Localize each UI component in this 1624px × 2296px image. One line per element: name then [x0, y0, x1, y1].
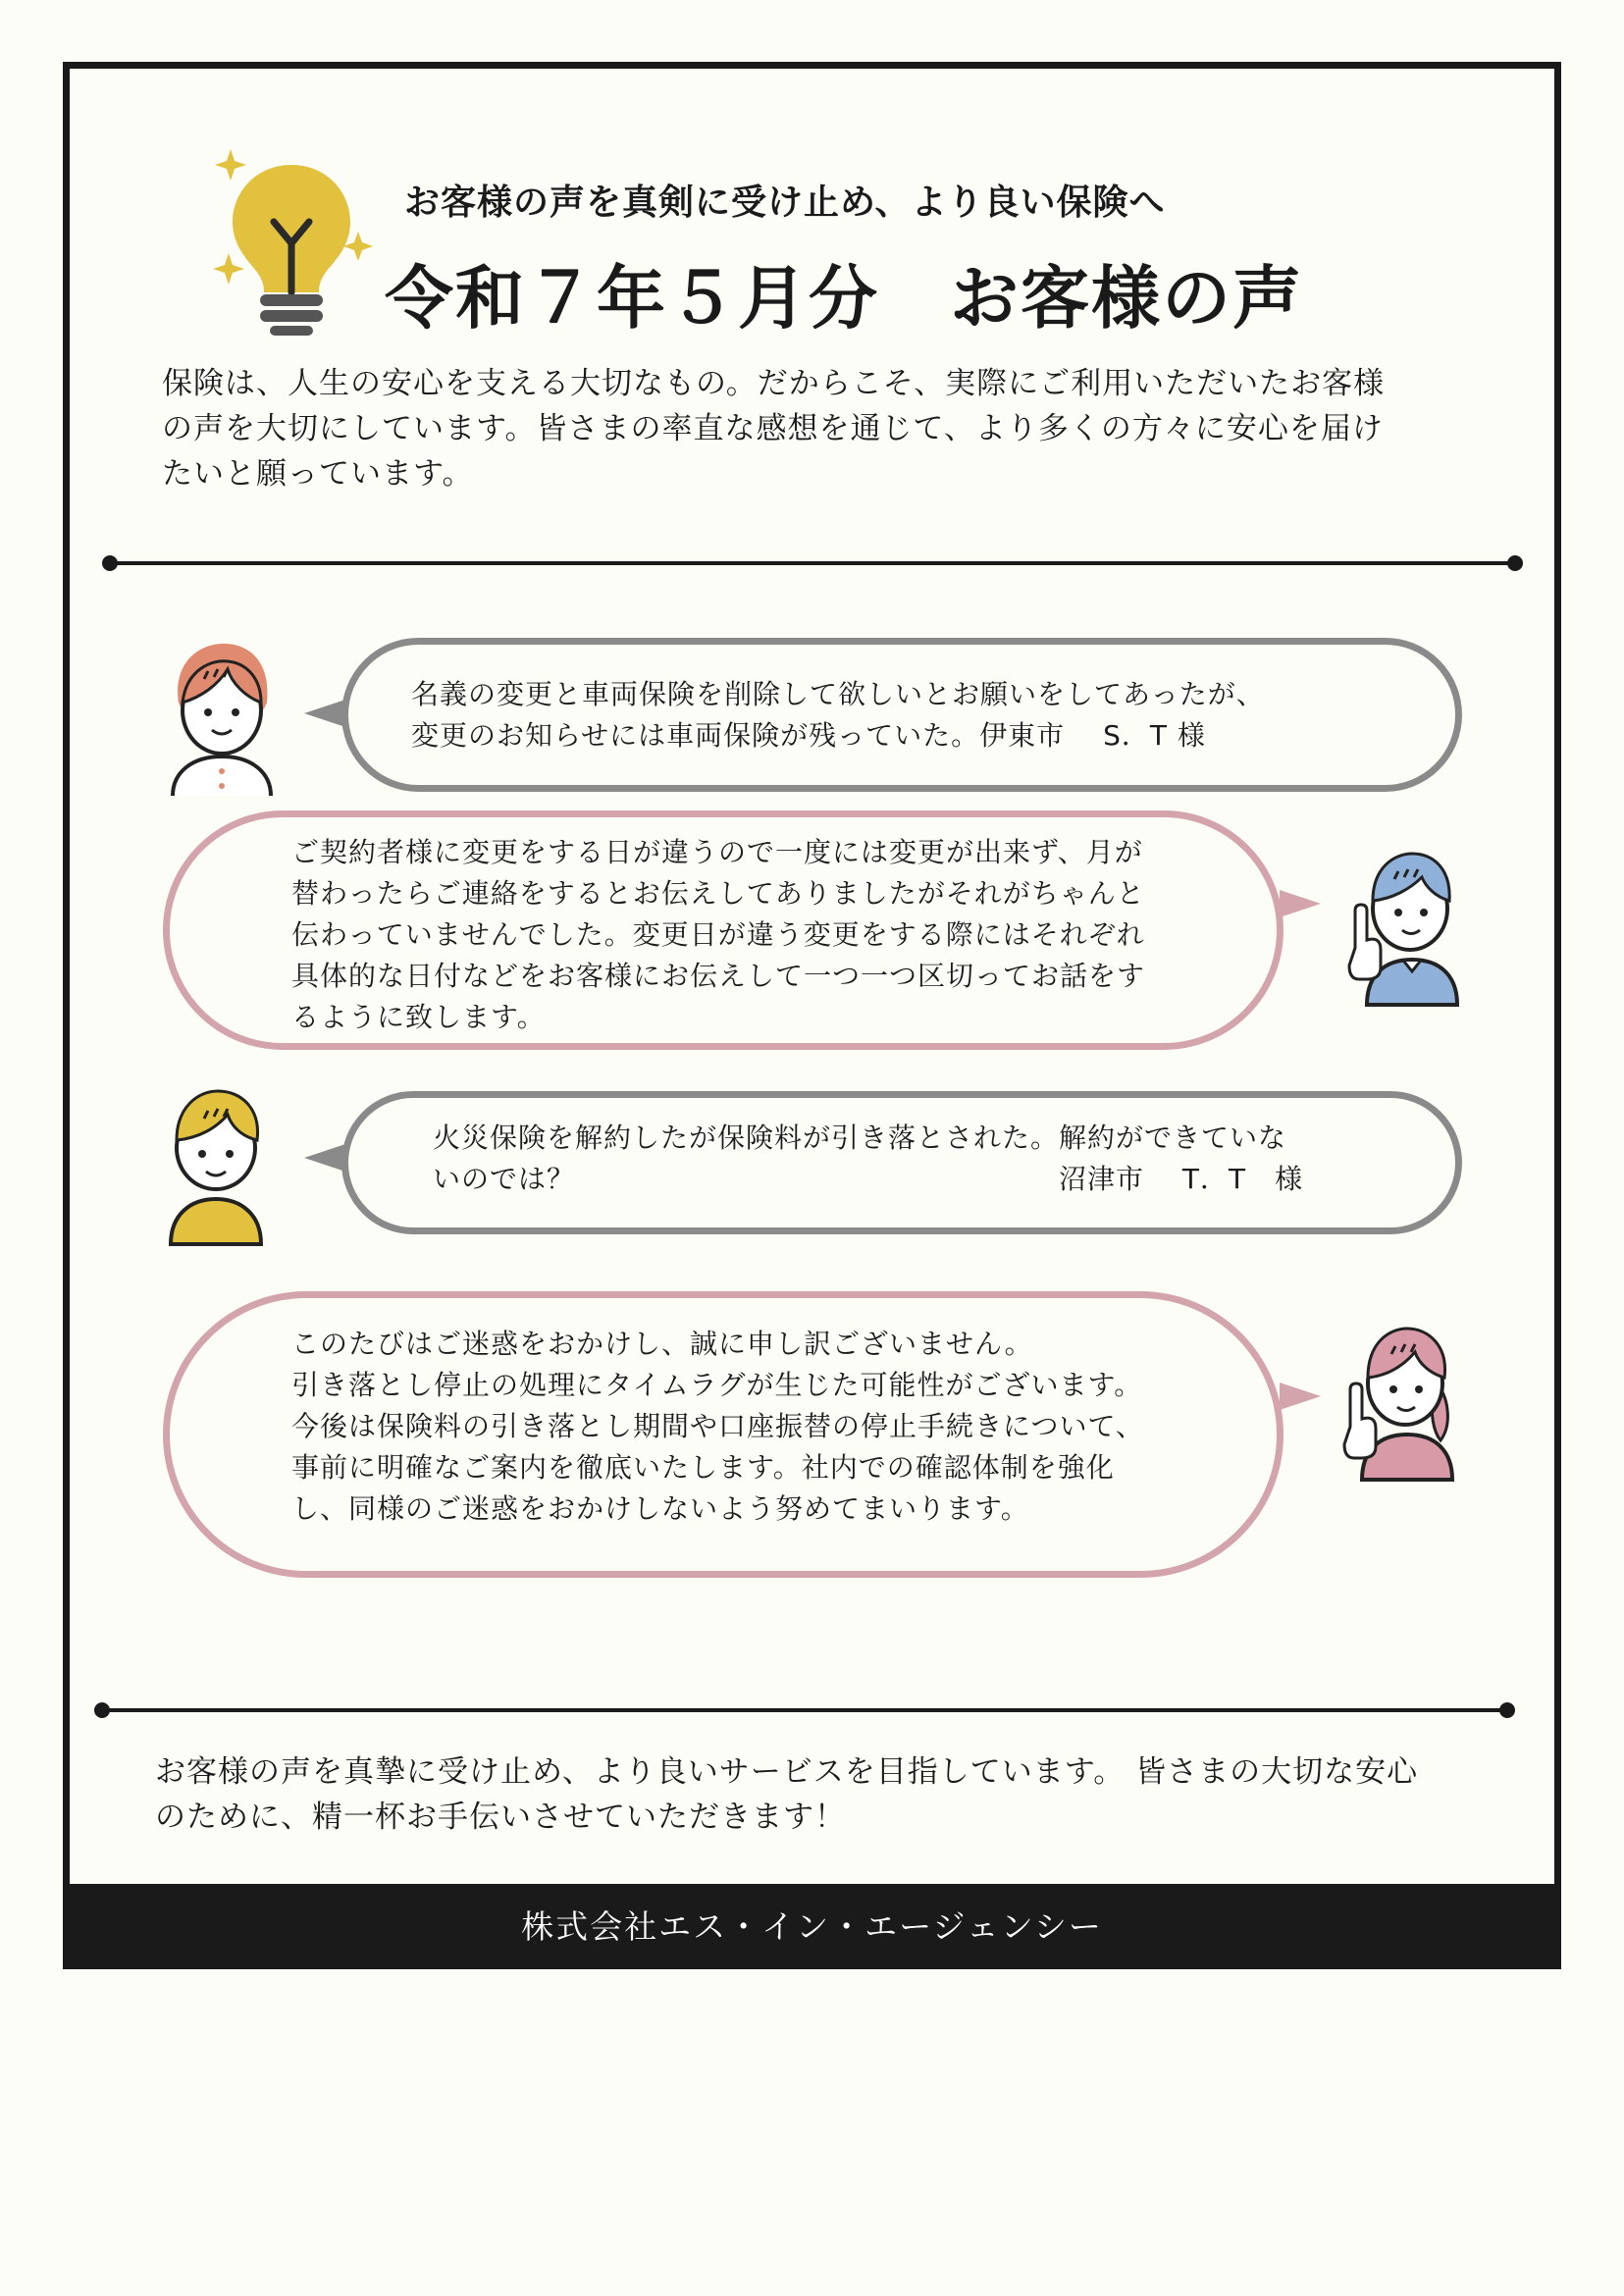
customer-voice-bubble	[341, 638, 1462, 792]
page-subtitle: お客様の声を真剣に受け止め、より良い保険へ	[404, 183, 1166, 223]
closing-line: お客様の声を真摯に受け止め、より良いサービスを目指しています。 皆さまの大切な安心	[155, 1754, 1419, 1790]
intro-line: 保険は、人生の安心を支える大切なもの。だからこそ、実際にご利用いただいたお客様	[162, 366, 1386, 401]
reply-bubble	[163, 1291, 1283, 1578]
section-divider	[102, 1708, 1507, 1712]
voice-line: るように致します。	[291, 1001, 546, 1033]
intro-paragraph	[162, 361, 1477, 496]
staff-avatar-pink	[1335, 1315, 1462, 1482]
voice-line: 火災保険を解約したが保険料が引き落とされた。解約ができていな	[433, 1122, 1287, 1154]
speech-tail	[1280, 890, 1321, 917]
voice-line: ご契約者様に変更をする日が違うので一度には変更が出来ず、月が	[291, 836, 1143, 868]
speech-tail	[1280, 1383, 1321, 1410]
voice-line: 替わったらご連絡をするとお伝えしてありましたがそれがちゃんと	[291, 877, 1145, 910]
lightbulb-icon	[201, 137, 378, 339]
customer-voice-bubble	[341, 1091, 1462, 1234]
voice-line: 具体的な日付などをお客様にお伝えして一つ一つ区切ってお話をす	[291, 960, 1146, 992]
section-divider	[110, 561, 1515, 565]
customer-avatar-yellow	[157, 1079, 285, 1246]
company-name-banner: 株式会社エス・イン・エージェンシー	[63, 1884, 1561, 1969]
reply-bubble	[163, 810, 1283, 1050]
voice-line: 変更のお知らせには車両保険が残っていた。伊東市 S．T 様	[411, 719, 1206, 752]
voice-line: いのでは？ 沼津市 T．T 様	[433, 1163, 1304, 1195]
speech-tail	[304, 1144, 345, 1172]
intro-line: の声を大切にしています。皆さまの率直な感想を通じて、より多くの方々に安心を届け	[162, 411, 1384, 446]
speech-tail	[304, 700, 345, 727]
customer-avatar-orange	[157, 634, 285, 801]
intro-line: たいと願っています。	[162, 456, 474, 492]
page-title: 令和７年５月分 お客様の声	[385, 258, 1303, 339]
voice-line: 今後は保険料の引き落とし期間や口座振替の停止手続きについて、	[291, 1410, 1144, 1442]
voice-line: 事前に明確なご案内を徹底いたします。社内での確認体制を強化	[291, 1451, 1115, 1484]
voice-line: 引き落とし停止の処理にタイムラグが生じた可能性がございます。	[291, 1369, 1143, 1401]
voice-line: このたびはご迷惑をおかけし、誠に申し訳ございません。	[291, 1328, 1033, 1360]
closing-paragraph	[155, 1749, 1490, 1840]
voice-line: し、同様のご迷惑をおかけしないよう努めてまいります。	[291, 1492, 1029, 1525]
closing-line: のために、精一杯お手伝いさせていただきます！	[155, 1800, 846, 1835]
voice-line: 名義の変更と車両保険を削除して欲しいとお願いをしてあったが、	[411, 678, 1265, 710]
staff-avatar-blue	[1339, 840, 1467, 1007]
voice-line: 伝わっていませんでした。変更日が違う変更をする際にはそれぞれ	[291, 918, 1145, 951]
